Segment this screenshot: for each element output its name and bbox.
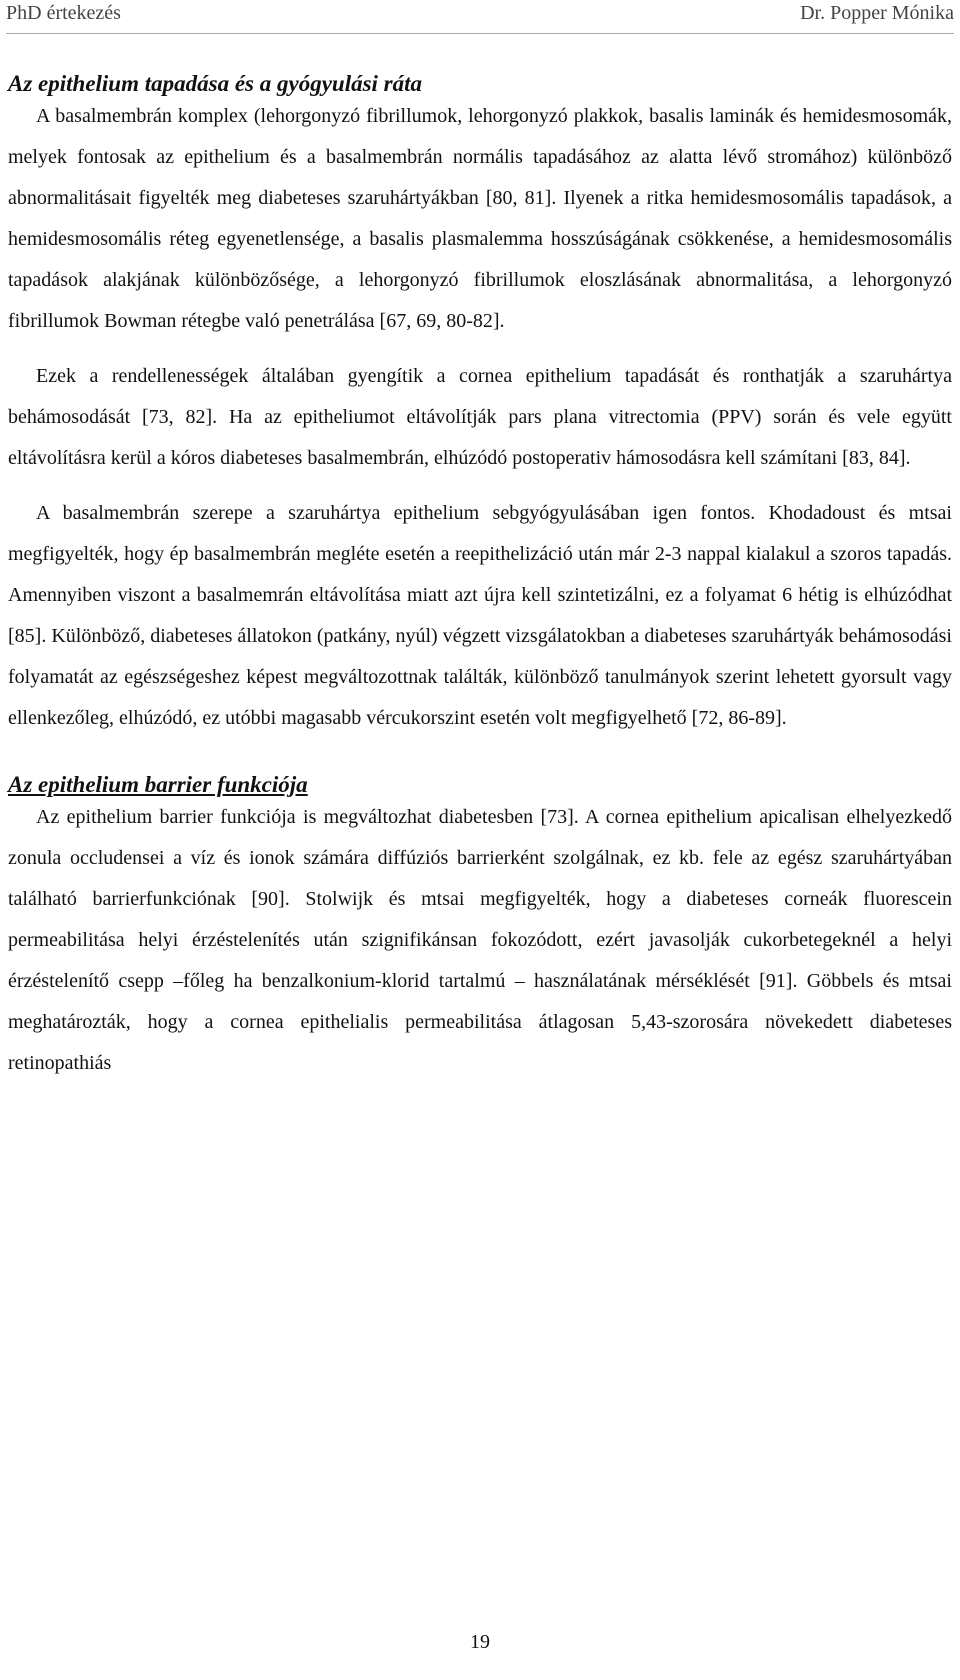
paragraph: A basalmembrán szerepe a szaruhártya epithelium sebgyógyulásában igen fontos. Khodadoust és mtsai megfigyelték, hogy ép basalmembrán megléte esetén a reepithelizáció után már 2-3 nappal kialakul a szoros tapadás. Amennyiben viszont a basalmemrán eltávolítása miatt azt újra kell szintetizálni, ez a folyamat 6 hétig is elhúzódhat [85]. Különböző, diabeteses állatokon (patkány, nyúl) végzett vizsgálatokban a diabeteses szaruhártyák behámosodási folyamatát az egészségeshez képest megváltozottnak találták, különböző tanulmányok szerint lehetett gyorsult vagy ellenkezőleg, elhúzódó, ez utóbbi magasabb vércukorszint esetén volt megfigyelhető [72, 86-89]. [8,502,952,729]
paragraph: Ezek a rendellenességek általában gyengítik a cornea epithelium tapadását és ronthatják a szaruhártya behámosodását [73, 82]. Ha az epitheliumot eltávolítják pars plana vitrectomia (PPV) során és vele együtt eltávolításra kerül a kóros diabeteses basalmembrán, elhúzódó postoperativ hámosodásra kell számítani [83, 84]. [8,365,952,469]
header-right-text: Dr. Popper Mónika [800,2,954,24]
page-number: 19 [470,1631,490,1653]
page-header [6,0,954,34]
paragraph: A basalmembrán komplex (lehorgonyzó fibrillumok, lehorgonyzó plakkok, basalis laminák és hemidesmosomák, melyek fontosak az epithelium és a basalmembrán normális tapadásához az alatta lévő stromához) különböző abnormalitásait figyelték meg diabeteses szaruhártyákban [80, 81]. Ilyenek a ritka hemidesmosomális tapadások, a hemidesmosomális réteg egyenetlensége, a basalis plasmalemma hosszúságának csökkenése, a hemidesmosomális tapadások alakjának különbözősége, a lehorgonyzó fibrillumok eloszlásának abnormalitása, a lehorgonyzó fibrillumok Bowman rétegbe való penetrálása [67, 69, 80-82]. [8,105,952,332]
section-heading: Az epithelium tapadása és a gyógyulási ráta [8,71,423,96]
page-content [8,66,952,1084]
section-heading: Az epithelium barrier funkciója [8,772,308,797]
header-left-text: PhD értekezés [6,2,121,24]
section-epithelium-adhesion [8,66,952,739]
section-epithelium-barrier [8,767,952,1084]
paragraph: Az epithelium barrier funkciója is megváltozhat diabetesben [73]. A cornea epithelium apicalisan elhelyezkedő zonula occludensei a víz és ionok számára diffúziós barrierként szolgálnak, ez kb. fele az egész szaruhártyában található barrierfunkciónak [90]. Stolwijk és mtsai megfigyelték, hogy a diabeteses corneák fluorescein permeabilitása helyi érzéstelenítés után szignifikánsan fokozódott, ezért javasolják cukorbetegeknél a helyi érzéstelenítő csepp –főleg ha benzalkonium-klorid tartalmú – használatának mérséklését [91]. Göbbels és mtsai meghatározták, hogy a cornea epithelialis permeabilitása átlagosan 5,43-szorosára növekedett diabeteses retinopathiás [8,806,952,1074]
